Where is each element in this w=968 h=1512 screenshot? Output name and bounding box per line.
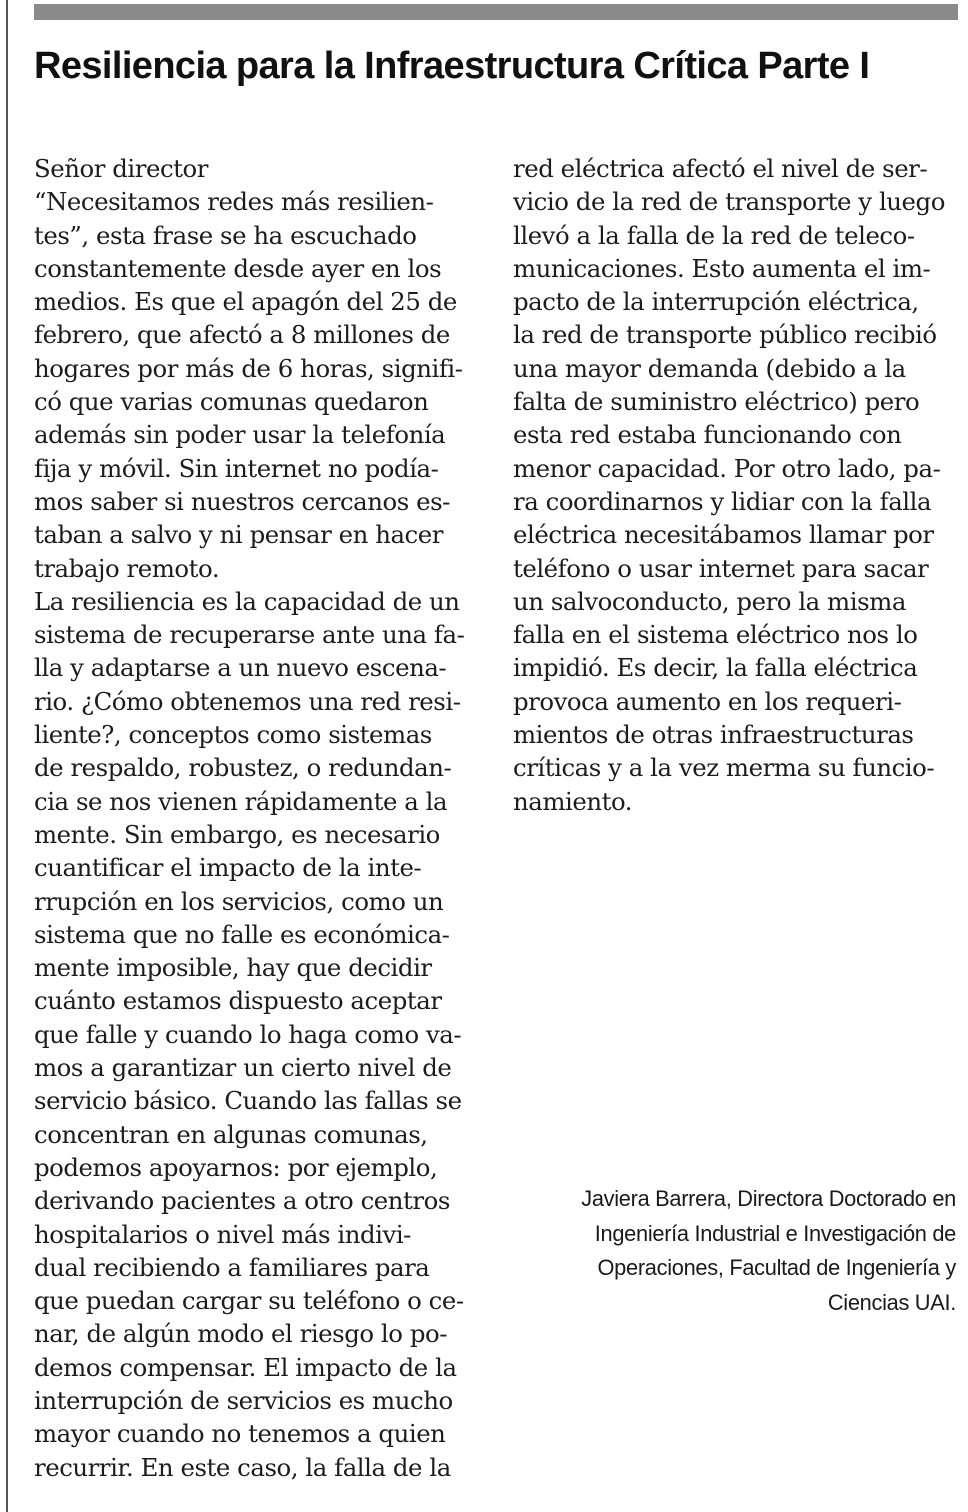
section-header-bar — [34, 4, 958, 20]
body-line: provoca aumento en los requeri- — [513, 686, 902, 716]
body-line: tes”, esta frase se ha escuchado — [34, 220, 417, 250]
body-line: llevó a la falla de la red de teleco- — [513, 220, 915, 250]
body-line: có que varias comunas quedaron — [34, 387, 429, 417]
body-line: derivando pacientes a otro centros — [34, 1186, 450, 1216]
author-signature — [480, 1182, 956, 1320]
body-line: hospitalarios o nivel más indivi- — [34, 1219, 411, 1249]
body-line: rrupción en los servicios, como un — [34, 886, 444, 916]
body-line: de respaldo, robustez, o redundan- — [34, 753, 452, 783]
body-line: febrero, que afectó a 8 millones de — [34, 320, 450, 350]
body-line: taban a salvo y ni pensar en hacer — [34, 520, 443, 550]
body-line: fija y móvil. Sin internet no podía- — [34, 453, 439, 483]
body-line: que falle y cuando lo haga como va- — [34, 1019, 462, 1049]
article-body-right-column — [513, 152, 959, 818]
body-line: cuánto estamos dispuesto aceptar — [34, 986, 442, 1016]
body-line: que puedan cargar su teléfono o ce- — [34, 1286, 464, 1316]
body-line: ra coordinarnos y lidiar con la falla — [513, 486, 932, 516]
body-line: Señor director — [34, 154, 208, 183]
body-line: trabajo remoto. — [34, 553, 220, 583]
body-line: interrupción de servicios es mucho — [34, 1385, 453, 1415]
signature-line: Operaciones, Facultad de Ingeniería y — [597, 1255, 956, 1280]
body-line: impidió. Es decir, la falla eléctrica — [513, 653, 918, 683]
body-line: concentran en algunas comunas, — [34, 1119, 428, 1149]
body-line: un salvoconducto, pero la misma — [513, 586, 906, 616]
signature-line: Javiera Barrera, Directora Doctorado en — [581, 1186, 956, 1211]
body-line: menor capacidad. Por otro lado, pa- — [513, 453, 941, 483]
body-line: esta red estaba funcionando con — [513, 420, 902, 450]
body-line: cia se nos vienen rápidamente a la — [34, 786, 448, 816]
body-line: dual recibiendo a familiares para — [34, 1252, 430, 1282]
body-line: pacto de la interrupción eléctrica, — [513, 287, 919, 317]
body-line: hogares por más de 6 horas, signifi- — [34, 353, 463, 383]
body-line: constantemente desde ayer en los — [34, 253, 442, 283]
body-line: la red de transporte público recibió — [513, 320, 937, 350]
body-line: teléfono o usar internet para sacar — [513, 553, 929, 583]
body-line: mente. Sin embargo, es necesario — [34, 819, 440, 849]
body-line: críticas y a la vez merma su funcio- — [513, 753, 935, 783]
article-body-left-column — [34, 152, 480, 1484]
body-line: recurrir. En este caso, la falla de la — [34, 1452, 451, 1482]
body-line: una mayor demanda (debido a la — [513, 353, 906, 383]
body-line: nar, de algún modo el riesgo lo po- — [34, 1319, 448, 1349]
body-line: mos saber si nuestros cercanos es- — [34, 486, 450, 516]
body-line: mayor cuando no tenemos a quien — [34, 1419, 446, 1449]
signature-line: Ingeniería Industrial e Investigación de — [594, 1220, 956, 1246]
body-line: medios. Es que el apagón del 25 de — [34, 287, 457, 317]
body-line: rio. ¿Cómo obtenemos una red resi- — [34, 686, 461, 716]
body-line: mientos de otras infraestructuras — [513, 720, 914, 750]
body-line: municaciones. Esto aumenta el im- — [513, 253, 931, 283]
body-line: “Necesitamos redes más resilien- — [34, 187, 434, 217]
body-line: La resiliencia es la capacidad de un — [34, 586, 460, 616]
article-title: Resiliencia para la Infraestructura Crítica Parte I — [34, 45, 870, 87]
body-line: falta de suministro eléctrico) pero — [513, 387, 920, 417]
body-line: falla en el sistema eléctrico nos lo — [513, 620, 918, 650]
body-line: eléctrica necesitábamos llamar por — [513, 520, 934, 550]
page-edge-rule — [6, 0, 8, 1512]
body-line: lla y adaptarse a un nuevo escena- — [34, 653, 447, 683]
body-line: mos a garantizar un cierto nivel de — [34, 1053, 452, 1083]
body-line: además sin poder usar la telefonía — [34, 420, 446, 450]
body-line: cuantificar el impacto de la inte- — [34, 853, 422, 883]
body-line: namiento. — [513, 786, 633, 816]
body-line: demos compensar. El impacto de la — [34, 1352, 457, 1382]
body-line: sistema que no falle es económica- — [34, 919, 450, 949]
body-line: servicio básico. Cuando las fallas se — [34, 1086, 462, 1116]
signature-line: Ciencias UAI. — [827, 1289, 956, 1315]
body-line: vicio de la red de transporte y luego — [513, 187, 945, 217]
body-line: liente?, conceptos como sistemas — [34, 720, 432, 750]
body-line: sistema de recuperarse ante una fa- — [34, 620, 465, 650]
body-line: mente imposible, hay que decidir — [34, 953, 432, 983]
body-line: podemos apoyarnos: por ejemplo, — [34, 1152, 438, 1182]
body-line: red eléctrica afectó el nivel de ser- — [513, 154, 928, 183]
